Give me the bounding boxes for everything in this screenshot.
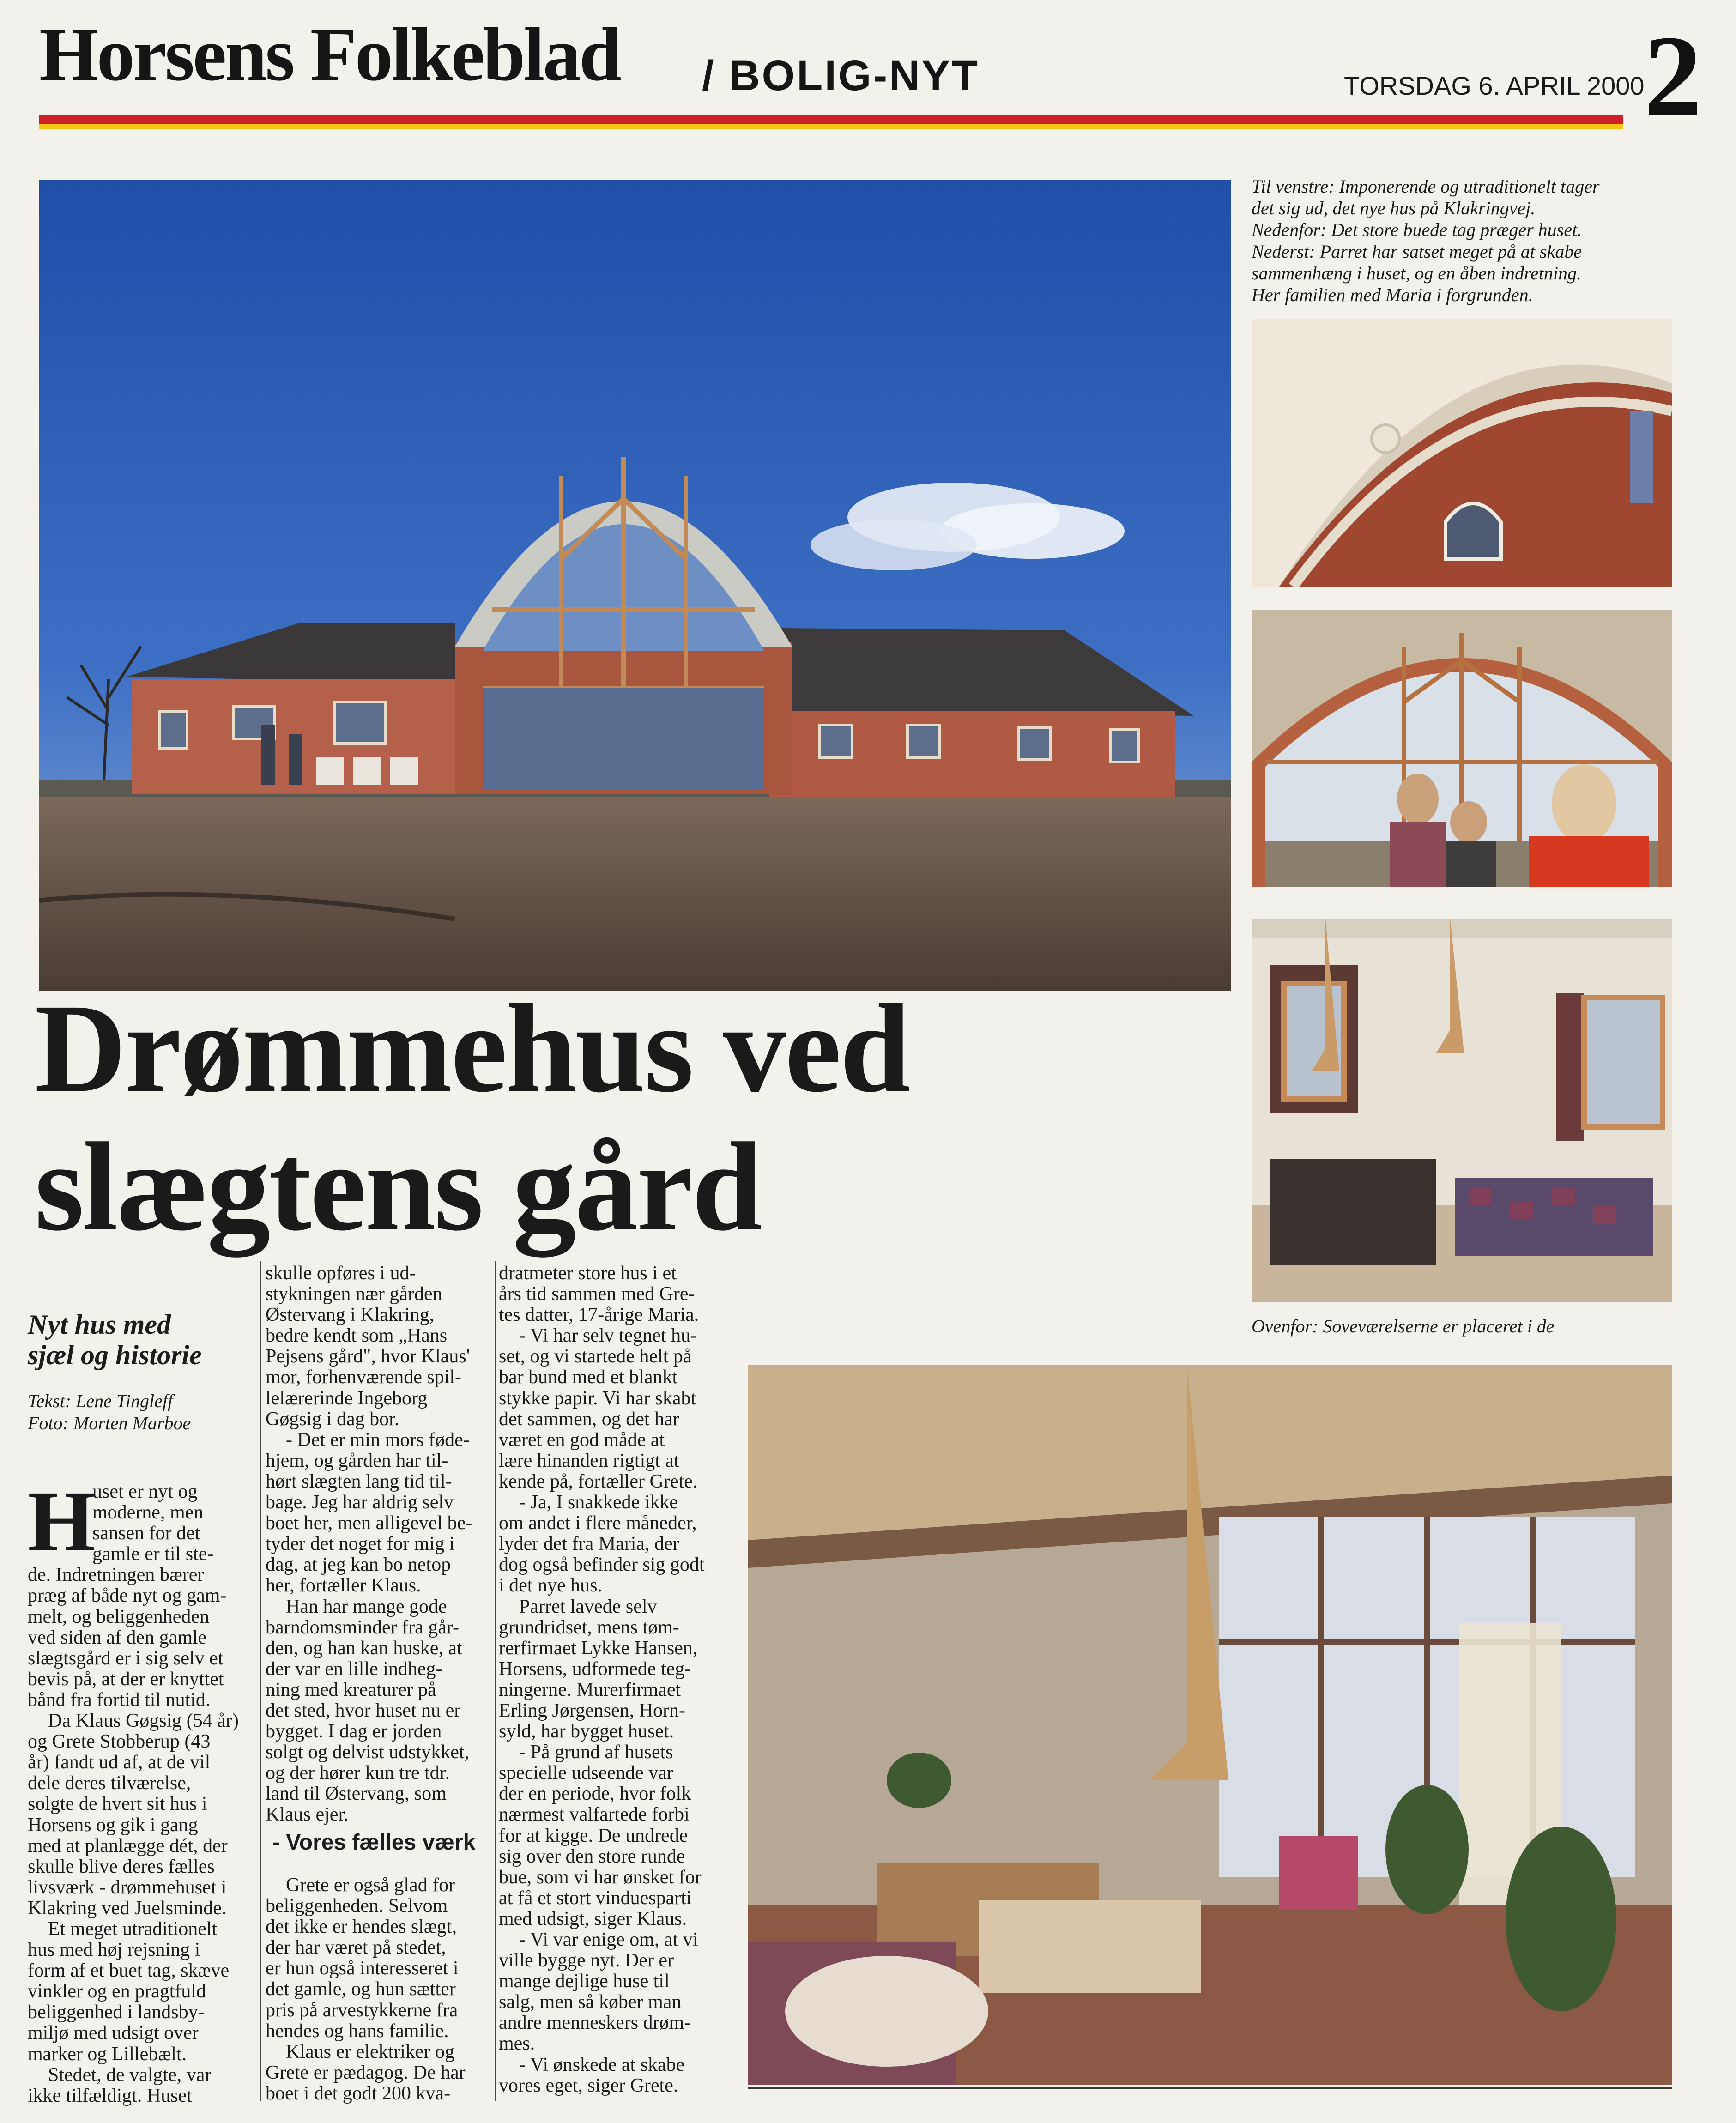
body-line: det ikke er hendes slægt, — [266, 1916, 457, 1938]
body-line: ville bygge nyt. Der er — [499, 1950, 674, 1972]
body-line: Klakring ved Juelsminde. — [28, 1897, 227, 1919]
body-line: set, og vi startede helt på — [499, 1346, 692, 1367]
body-line: bånd fra fortid til nutid. — [28, 1689, 211, 1711]
body-line: præg af både nyt og gam- — [28, 1585, 227, 1607]
paper-name: Horsens Folkeblad — [39, 12, 620, 97]
body-line: tyder det noget for mig i — [266, 1533, 455, 1555]
body-line: Grete er pædagog. De har — [266, 2062, 466, 2083]
body-line: - Vi ønskede at skabe — [519, 2054, 685, 2075]
body-line: det sted, hvor huset nu er — [266, 1700, 461, 1721]
body-line: hjem, og gården har til- — [266, 1450, 448, 1471]
living-room-photo — [748, 1365, 1672, 2085]
caption-line: Ovenfor: Soveværelserne er placeret i de — [1252, 1316, 1555, 1337]
bottom-rule — [748, 2087, 1672, 2089]
body-column-2a — [266, 1263, 506, 1826]
body-line: dog også befinder sig godt — [499, 1554, 705, 1576]
body-line: det sammen, og det har — [499, 1408, 679, 1430]
body-line: bue, som vi har ønsket for — [499, 1866, 702, 1888]
body-line: Parret lavede selv — [519, 1596, 657, 1617]
body-line: mor, forhenværende spil- — [266, 1367, 462, 1388]
body-line: og der hører kun tre tdr. — [266, 1762, 450, 1784]
body-line: hendes og hans familie. — [266, 2020, 449, 2042]
body-line: og Grete Stobberup (43 — [28, 1731, 211, 1753]
body-line: er hun også interesseret i — [266, 1958, 459, 1979]
body-line: Han har mange gode — [286, 1596, 447, 1617]
body-line: skulle opføres i ud- — [266, 1263, 416, 1284]
body-line: form af et buet tag, skæve — [28, 1960, 230, 1982]
body-line: Horsens, udformede teg- — [499, 1658, 691, 1680]
body-line: ningerne. Murerfirmaet — [499, 1679, 681, 1700]
body-line: stykke papir. Vi har skabt — [499, 1387, 696, 1409]
body-line: sig over den store runde — [499, 1845, 685, 1867]
body-line: andre menneskers drøm- — [499, 2012, 691, 2034]
body-line: Erling Jørgensen, Horn- — [499, 1700, 685, 1721]
body-line: boet her, men alligevel be- — [266, 1512, 472, 1534]
body-line: lelærerinde Ingeborg — [266, 1387, 428, 1409]
body-line: lyder det fra Maria, der — [499, 1533, 679, 1555]
body-line: barndomsminder fra går- — [266, 1616, 459, 1638]
body-line: uset er nyt og — [92, 1481, 198, 1502]
body-line: bygget. I dag er jorden — [266, 1721, 442, 1742]
body-line: salg, men så køber man — [499, 1991, 682, 2013]
masthead-rule-yellow — [39, 124, 1623, 129]
body-line: specielle udseende var — [499, 1762, 673, 1784]
body-line: Stedet, de valgte, var — [48, 2064, 212, 2086]
section-name: / BOLIG-NYT — [702, 52, 980, 99]
headline-line-2: slægtens gård — [35, 1117, 761, 1257]
body-line: solgt og delvist udstykket, — [266, 1742, 469, 1763]
body-line: Grete er også glad for — [286, 1875, 455, 1896]
caption-line: Nederst: Parret har satset meget på at skabe — [1252, 241, 1582, 262]
house-exterior-photo — [39, 180, 1231, 991]
body-line: boet i det godt 200 kva- — [266, 2082, 451, 2104]
bedroom-caption — [1252, 1315, 1690, 1337]
body-line: ved siden af den gamle — [28, 1627, 207, 1648]
headline-line-1: Drømmehus ved — [35, 978, 909, 1119]
body-line: bevis på, at der er knyttet — [28, 1668, 224, 1690]
body-line: land til Østervang, som — [266, 1783, 447, 1805]
body-line: vinkler og en pragtfuld — [28, 1981, 206, 2002]
body-line: tes datter, 17-årige Maria. — [499, 1304, 699, 1326]
body-column-1 — [28, 1482, 259, 2106]
body-line: at få et stort vinduesparti — [499, 1887, 692, 1909]
body-line: moderne, men — [92, 1502, 204, 1524]
body-line: miljø med udsigt over — [28, 2022, 199, 2044]
body-line: bar bund med et blankt — [499, 1367, 678, 1388]
body-line: stykningen nær gården — [266, 1283, 442, 1305]
caption-line: Til venstre: Imponerende og utraditionelt tager — [1252, 176, 1600, 197]
body-line: ikke tilfældigt. Huset — [28, 2085, 192, 2106]
family-arch-photo — [1252, 610, 1672, 887]
body-line: Klaus ejer. — [266, 1804, 349, 1826]
body-column-3 — [499, 1263, 739, 2096]
subhead-line-1: Nyt hus med — [28, 1309, 171, 1340]
drop-cap: H — [28, 1473, 96, 1569]
body-line: Klaus er elektriker og — [286, 2041, 455, 2063]
body-line: bedre kendt som „Hans — [266, 1325, 448, 1347]
body-line: den, og han kan huske, at — [266, 1637, 462, 1659]
body-line: Østervang i Klakring, — [266, 1304, 435, 1326]
body-line: sansen for det — [92, 1523, 200, 1544]
body-line: ning med kreaturer på — [266, 1679, 436, 1700]
body-line: Gøgsig i dag bor. — [266, 1408, 399, 1430]
body-line: - Det er min mors føde- — [286, 1429, 470, 1451]
body-line: været en god måde at — [499, 1429, 665, 1451]
body-line: der en periode, hvor folk — [499, 1783, 691, 1805]
column-rule — [495, 1261, 496, 2101]
body-line: dele deres tilværelse, — [28, 1772, 191, 1794]
body-line: hus med høj rejsning i — [28, 1939, 200, 1961]
body-line: Horsens og gik i gang — [28, 1814, 198, 1836]
body-line: beliggenheden. Selvom — [266, 1895, 448, 1917]
body-column-2b — [266, 1875, 506, 2104]
body-line: melt, og beliggenheden — [28, 1606, 210, 1627]
body-line: der har været på stedet, — [266, 1937, 446, 1959]
body-line: livsværk - drømmehuset i — [28, 1876, 227, 1898]
body-line: lære hinanden rigtigt at — [499, 1450, 679, 1471]
body-line: i det nye hus. — [499, 1575, 602, 1597]
body-line: år) fandt ud af, at de vil — [28, 1752, 211, 1773]
body-line: med at planlægge dét, der — [28, 1835, 228, 1857]
body-line: mange dejlige huse til — [499, 1971, 670, 1992]
body-line: års tid sammen med Gre- — [499, 1283, 695, 1305]
body-line: dag, at jeg kan bo netop — [266, 1554, 451, 1576]
body-line: bage. Jeg har aldrig selv — [266, 1492, 454, 1513]
body-line: skulle blive deres fælles — [28, 1856, 215, 1877]
body-line: med udsigt, siger Klaus. — [499, 1908, 687, 1929]
body-line: om andet i flere måneder, — [499, 1512, 697, 1534]
subhead — [28, 1309, 259, 1370]
body-line: det gamle, og hun sætter — [266, 1978, 456, 2000]
masthead-rule-red — [39, 115, 1623, 124]
byline — [28, 1390, 259, 1434]
body-line: Pejsens gård", hvor Klaus' — [266, 1346, 470, 1367]
body-line: Da Klaus Gøgsig (54 år) — [48, 1710, 239, 1732]
body-line: gamle er til ste- — [92, 1543, 214, 1565]
interhead: - Vores fælles værk — [272, 1830, 476, 1855]
body-line: slægtsgård er i sig selv et — [28, 1647, 224, 1669]
caption-line: det sig ud, det nye hus på Klakringvej. — [1252, 198, 1536, 218]
date-line: TORSDAG 6. APRIL 2000 — [1344, 71, 1645, 100]
body-line: for at kigge. De undrede — [499, 1825, 688, 1846]
bedroom-photo — [1252, 919, 1672, 1302]
byline-text: Tekst: Lene Tingleff — [28, 1391, 173, 1411]
column-rule — [260, 1261, 261, 2101]
body-line: rerfirmaet Lykke Hansen, — [499, 1637, 698, 1659]
body-line: marker og Lillebælt. — [28, 2043, 187, 2065]
body-line: nærmest valfartede forbi — [499, 1804, 690, 1826]
body-line: syld, har bygget huset. — [499, 1721, 674, 1742]
byline-photo: Foto: Morten Marboe — [28, 1413, 191, 1433]
body-line: solgte de hvert sit hus i — [28, 1793, 207, 1815]
ceiling-arch-photo — [1252, 319, 1672, 587]
headline — [35, 979, 1282, 1256]
body-line: hørt slægten lang tid til- — [266, 1470, 452, 1492]
body-line: Et meget utraditionelt — [48, 1918, 218, 1940]
body-line: de. Indretningen bærer — [28, 1564, 204, 1586]
body-line: der var en lille indheg- — [266, 1658, 442, 1680]
caption-line: Nedenfor: Det store buede tag præger huset. — [1252, 219, 1582, 240]
body-line: - Vi har selv tegnet hu- — [519, 1325, 697, 1347]
page-number: 2 — [1644, 12, 1702, 140]
body-line: - Ja, I snakkede ikke — [519, 1492, 678, 1513]
body-line: mes. — [499, 2033, 535, 2055]
body-line: kende på, fortæller Grete. — [499, 1470, 698, 1492]
body-line: - Vi var enige om, at vi — [519, 1929, 698, 1950]
body-line: pris på arvestykkerne fra — [266, 1999, 458, 2021]
subhead-line-2: sjæl og historie — [28, 1340, 202, 1370]
body-line: beliggenhed i landsby- — [28, 2002, 205, 2023]
caption-line: Her familien med Maria i forgrunden. — [1252, 284, 1533, 305]
photo-caption-top — [1252, 175, 1690, 306]
body-line: dratmeter store hus i et — [499, 1263, 677, 1284]
body-line: her, fortæller Klaus. — [266, 1575, 421, 1597]
body-line: - På grund af husets — [519, 1742, 673, 1763]
caption-line: sammenhæng i huset, og en åben indretning. — [1252, 263, 1582, 284]
body-line: grundridset, mens tøm- — [499, 1616, 679, 1638]
body-line: vores eget, siger Grete. — [499, 2075, 678, 2096]
